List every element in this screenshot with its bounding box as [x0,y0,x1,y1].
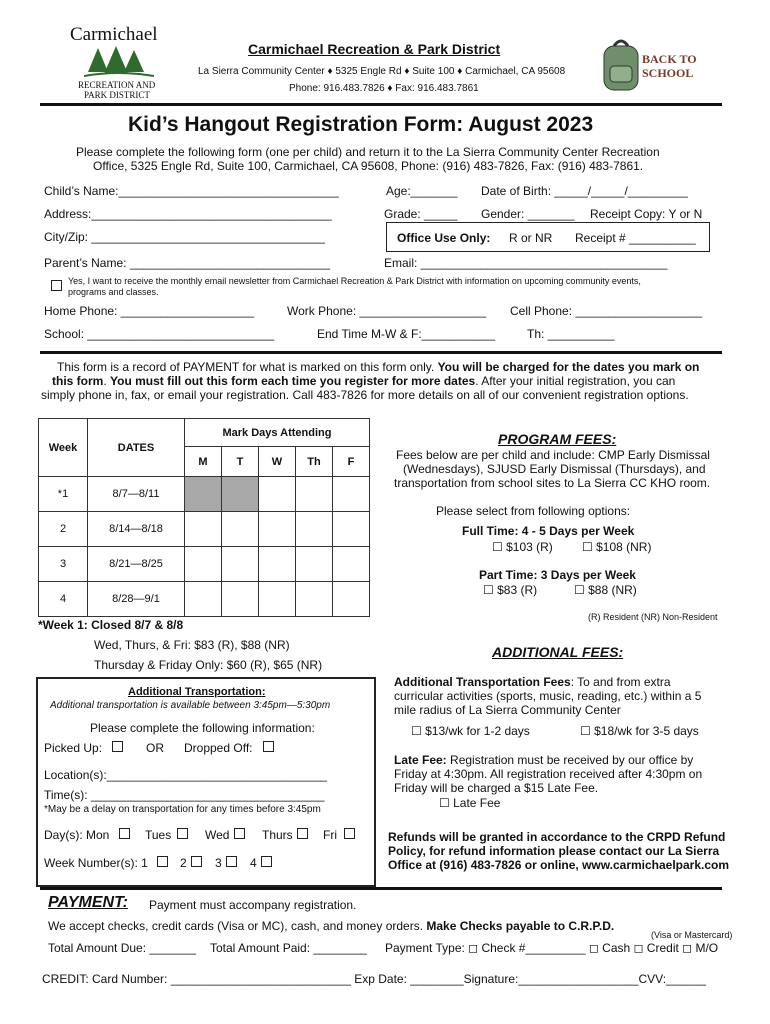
day-header-w: W [259,447,296,477]
home-phone-field[interactable]: Home Phone: ____________________ [44,304,255,318]
accepted-payments: We accept checks, credit cards (Visa or MC), cash, and money orders. Make Checks payable to C.R.P.D. [48,919,615,933]
schedule-table [38,418,370,617]
day-cell[interactable] [222,512,259,547]
office-use-label: Office Use Only: [397,231,491,245]
day-cell-closed [185,477,222,512]
intro-line-1: Please complete the following form (one per child) and return it to the La Sierra Community Center Recreation [76,145,660,159]
week-header: Week [39,419,88,477]
work-phone-field[interactable]: Work Phone: ___________________ [287,304,487,318]
days-label: Day(s): Mon [44,828,110,842]
dates-cell: 8/21—8/25 [88,547,185,582]
day-cell[interactable] [222,547,259,582]
additional-transport-fees-line-1: Additional Transportation Fees: To and from extra [394,675,671,689]
additional-transport-fees-line-2: curricular activities (sports, music, reading, etc.) within a 5 [394,689,702,703]
day-cell[interactable] [296,547,333,582]
week-4-label: 4 [250,856,257,870]
day-cell[interactable] [222,582,259,617]
day-cell[interactable] [333,547,370,582]
dates-cell: 8/7—8/11 [88,477,185,512]
transport-delay-note: *May be a delay on transportation for any times before 3:45pm [44,804,321,815]
day-wed-checkbox[interactable] [234,828,245,839]
transport-fee-option-1[interactable]: ☐ $13/wk for 1-2 days [411,724,530,738]
week-cell: 2 [39,512,88,547]
full-time-nonresident-option[interactable]: ☐ $108 (NR) [582,540,652,554]
visa-mastercard-note: (Visa or Mastercard) [651,930,733,940]
cell-phone-field[interactable]: Cell Phone: ___________________ [510,304,703,318]
picked-up-checkbox[interactable] [112,741,123,752]
program-fees-heading: PROGRAM FEES: [498,431,617,447]
part-time-nonresident-option[interactable]: ☐ $88 (NR) [574,583,637,597]
total-paid-field[interactable]: Total Amount Paid: ________ [210,941,367,955]
day-header-m: M [185,447,222,477]
intro-line-2: Office, 5325 Engle Rd, Suite 100, Carmichael, CA 95608, Phone: (916) 483-7826, Fax: (916) 483-7861. [93,159,644,173]
notice-line-3: simply phone in, fax, or email your registration. Call 483-7826 for more details on all of our convenient registration options. [41,388,689,402]
week-4-checkbox[interactable] [261,856,272,867]
day-cell[interactable] [185,547,222,582]
transport-instructions: Please complete the following information: [90,721,315,735]
week-2-checkbox[interactable] [191,856,202,867]
refund-line-3: Office at (916) 483-7826 or online, www.carmichaelpark.com [388,858,730,872]
late-fee-line-1: Late Fee: Registration must be received by our office by [394,753,694,767]
week-3-label: 3 [215,856,222,870]
backpack-icon [596,36,646,96]
dates-header: DATES [88,419,185,477]
header-rule [40,103,722,106]
address-field[interactable]: Address:____________________________________ [44,207,332,221]
program-fees-desc-3: transportation from school sites to La Sierra CC KHO room. [394,476,711,490]
day-cell[interactable] [185,512,222,547]
day-cell[interactable] [259,547,296,582]
refund-line-1: Refunds will be granted in accordance to the CRPD Refund [388,830,726,844]
day-tues-checkbox[interactable] [177,828,188,839]
transport-heading: Additional Transportation: [128,686,266,698]
location-field[interactable]: Location(s):_________________________________ [44,768,327,782]
transport-fee-option-2[interactable]: ☐ $18/wk for 3-5 days [580,724,699,738]
select-options-label: Please select from following options: [436,504,631,518]
late-fee-line-2: Friday at 4:30pm. All registration received after 4:30pm on [394,767,703,781]
thursday-time-field[interactable]: Th: __________ [527,327,615,341]
week-1-checkbox[interactable] [157,856,168,867]
full-time-heading: Full Time: 4 - 5 Days per Week [462,524,635,538]
day-cell[interactable] [296,582,333,617]
org-phone: Phone: 916.483.7826 ♦ Fax: 916.483.7861 [289,83,479,94]
day-fri-checkbox[interactable] [344,828,355,839]
week-cell: 3 [39,547,88,582]
email-field[interactable]: Email: _____________________________________ [384,256,668,270]
day-cell[interactable] [185,582,222,617]
wed-thu-fri-price: Wed, Thurs, & Fri: $83 (R), $88 (NR) [94,638,290,652]
payment-heading: PAYMENT: [48,894,128,911]
table-row [39,477,370,512]
table-row [39,547,370,582]
week-cell: 4 [39,582,88,617]
picked-up-label: Picked Up: [44,741,103,755]
day-cell[interactable] [259,512,296,547]
time-field[interactable]: Time(s): ___________________________________ [44,788,325,802]
pine-trees-icon [84,46,154,78]
day-cell[interactable] [259,477,296,512]
day-cell[interactable] [296,512,333,547]
table-row [39,582,370,617]
newsletter-checkbox[interactable] [51,280,62,291]
payment-rule [40,887,722,890]
residency-legend: (R) Resident (NR) Non-Resident [588,612,718,622]
logo-name: Carmichael [70,24,158,45]
day-cell[interactable] [333,582,370,617]
grade-field[interactable]: Grade: _____ [384,207,458,221]
week-2-label: 2 [180,856,187,870]
age-field[interactable]: Age:_______ [386,184,458,198]
end-time-field[interactable]: End Time M-W & F:___________ [317,327,496,341]
logo-subtitle-2: PARK DISTRICT [84,90,150,100]
part-time-resident-option[interactable]: ☐ $83 (R) [483,583,538,597]
city-zip-field[interactable]: City/Zip: ___________________________________ [44,230,325,244]
day-header-th: Th [296,447,333,477]
refund-line-2: Policy, for refund information please contact our La Sierra [388,844,720,858]
child-name-field[interactable]: Child’s Name:_________________________________ [44,184,339,198]
dropped-off-label: Dropped Off: [184,741,253,755]
tues-label: Tues [145,828,172,842]
table-row [39,512,370,547]
day-thurs-checkbox[interactable] [297,828,308,839]
payment-must-accompany: Payment must accompany registration. [149,898,357,912]
dropped-off-checkbox[interactable] [263,741,274,752]
day-cell[interactable] [333,512,370,547]
payment-type-options[interactable]: Payment Type: ◻ Check #_________ ◻ Cash ◻ Credit ◻ M/O [385,941,719,955]
logo-subtitle-1: RECREATION AND [78,80,156,90]
parent-name-field[interactable]: Parent’s Name: ______________________________ [44,256,331,270]
late-fee-line-3: Friday will be charged a $15 Late Fee. [394,781,599,795]
receipt-number-field[interactable]: Receipt # __________ [575,231,696,245]
day-cell-closed [222,477,259,512]
program-fees-desc-2: (Wednesdays), SJUSD Early Dismissal (Thursdays), and [403,462,706,476]
day-header-f: F [333,447,370,477]
org-name: Carmichael Recreation & Park District [248,41,501,57]
school-field[interactable]: School: ____________________________ [44,327,275,341]
full-time-resident-option[interactable]: ☐ $103 (R) [492,540,553,554]
day-header-t: T [222,447,259,477]
week-cell: *1 [39,477,88,512]
day-cell[interactable] [296,477,333,512]
back-to-school-text: BACK TO SCHOOL [642,52,697,80]
transport-note: Additional transportation is available between 3:45pm—5:30pm [50,700,331,711]
form-title: Kid’s Hangout Registration Form: August 2023 [128,113,594,136]
day-mon-checkbox[interactable] [119,828,130,839]
credit-card-fields[interactable]: CREDIT: Card Number: ___________________________ Exp Date: ________Signature:__________________CVV:______ [42,972,707,986]
day-cell[interactable] [259,582,296,617]
gender-field[interactable]: Gender: _______ [481,207,575,221]
additional-transport-fees-line-3: mile radius of La Sierra Community Center [394,703,621,717]
org-address: La Sierra Community Center ♦ 5325 Engle Rd ♦ Suite 100 ♦ Carmichael, CA 95608 [198,66,566,77]
late-fee-option[interactable]: ☐ Late Fee [439,796,501,810]
dates-cell: 8/28—9/1 [88,582,185,617]
additional-fees-heading: ADDITIONAL FEES: [492,644,624,660]
part-time-heading: Part Time: 3 Days per Week [479,568,636,582]
week-3-checkbox[interactable] [226,856,237,867]
notice-line-2: this form. You must fill out this form each time you register for more dates. After your initial registration, you can [52,374,676,388]
dates-cell: 8/14—8/18 [88,512,185,547]
program-fees-desc-1: Fees below are per child and include: CMP Early Dismissal [396,448,710,462]
week-numbers-label: Week Number(s): 1 [44,856,148,870]
section-rule [40,351,722,354]
week1-closed-note: *Week 1: Closed 8/7 & 8/8 [38,618,184,632]
r-or-nr[interactable]: R or NR [509,231,553,245]
day-cell[interactable] [333,477,370,512]
or-label: OR [146,741,164,755]
notice-line-1: This form is a record of PAYMENT for what is marked on this form only. You will be charged for the dates you mark on [57,360,700,374]
dob-field[interactable]: Date of Birth: _____/_____/_________ [481,184,688,198]
wed-label: Wed [205,828,230,842]
newsletter-text-2: programs and classes. [68,287,159,297]
mark-days-header: Mark Days Attending [185,419,370,447]
receipt-copy-field[interactable]: Receipt Copy: Y or N [590,207,703,221]
thu-fri-price: Thursday & Friday Only: $60 (R), $65 (NR) [94,658,323,672]
newsletter-text-1: Yes, I want to receive the monthly email newsletter from Carmichael Recreation & Park District with information on upcoming community events, [68,276,641,286]
fri-label: Fri [323,828,337,842]
thurs-label: Thurs [262,828,293,842]
total-due-field[interactable]: Total Amount Due: _______ [48,941,197,955]
